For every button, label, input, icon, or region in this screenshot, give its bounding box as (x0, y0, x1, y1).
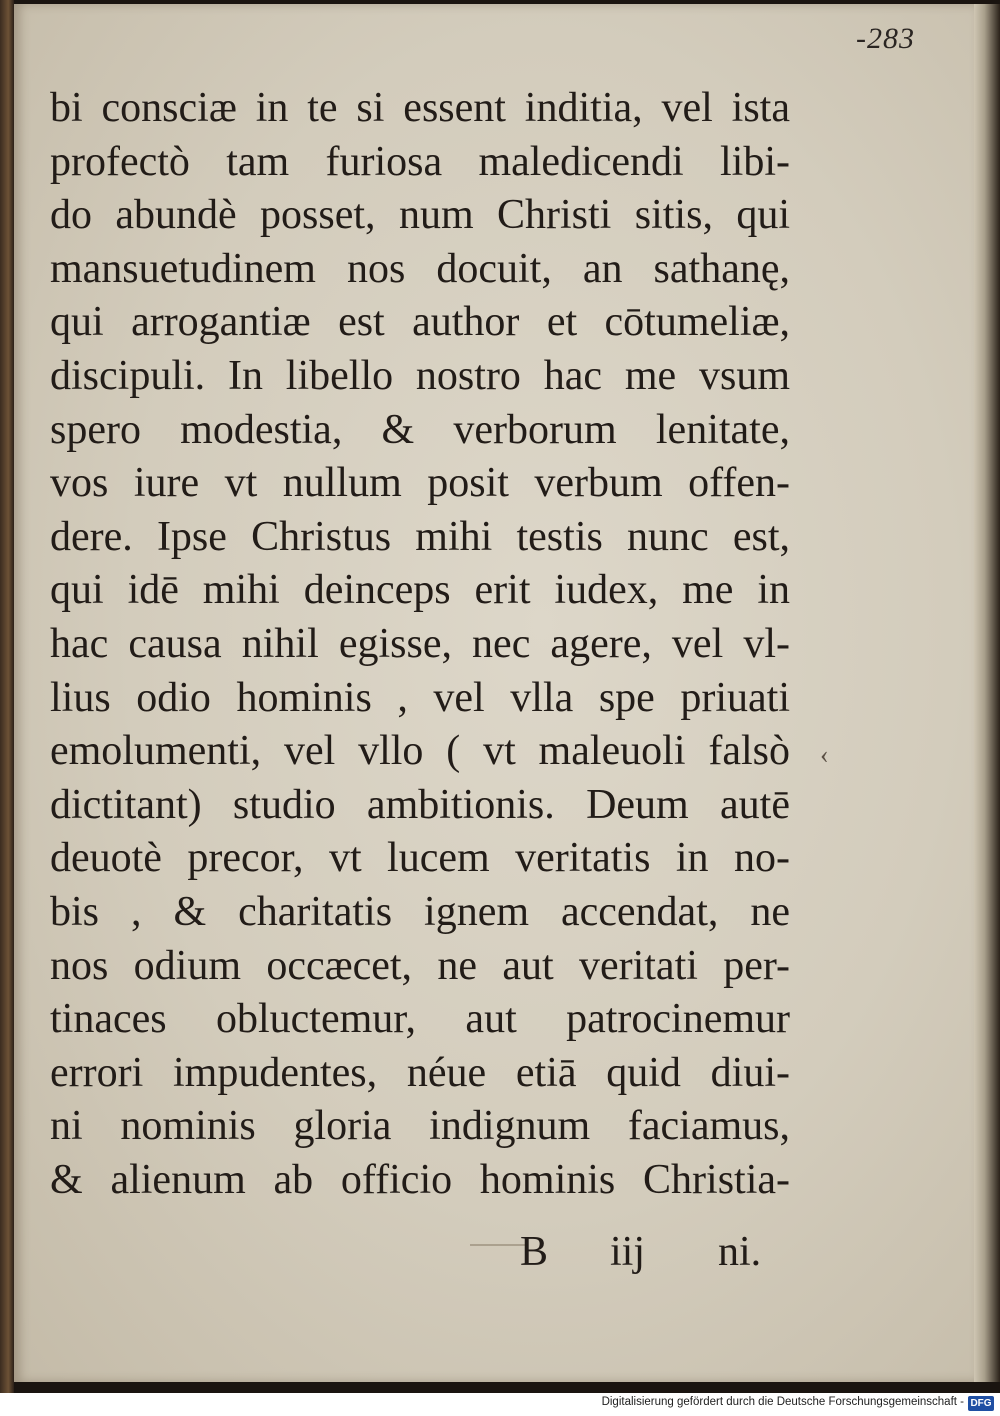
folio-number: -283 (856, 22, 915, 55)
text-line: bis , & charitatis ignem accendat, ne (50, 888, 790, 935)
text-line: qui arrogantiæ est author et cōtumeliæ, (50, 299, 790, 346)
text-line: errori impudentes, néue etiā quid diui- (50, 1049, 790, 1096)
text-line: nos odium occæcet, ne aut veritati per- (50, 942, 790, 989)
footer-credit: Digitalisierung gefördert durch die Deutsche Forschungsgemeinschaft - (601, 1396, 964, 1408)
text-line: dere. Ipse Christus mihi testis nunc est, (50, 513, 790, 560)
text-line: dictitant) studio ambitionis. Deum autē (50, 781, 790, 828)
dfg-logo: DFG (968, 1396, 994, 1411)
text-line: hac causa nihil egisse, nec agere, vel vl- (50, 620, 790, 667)
text-line: tinaces obluctemur, aut patrocinemur (50, 996, 790, 1043)
signature-line (50, 1222, 790, 1282)
text-line: bi consciæ in te si essent inditia, vel ista (50, 85, 790, 131)
text-line: qui idē mihi deinceps erit iudex, me in (50, 567, 790, 614)
text-line: lius odio hominis , vel vlla spe priuati (50, 674, 790, 721)
text-line: deuotè precor, vt lucem veritatis in no- (50, 835, 790, 882)
signature-mark: B (520, 1229, 549, 1275)
signature-number: iij (610, 1229, 646, 1275)
footer-bar (0, 1393, 1000, 1416)
text-line: mansuetudinem nos docuit, an sathanę, (50, 245, 790, 292)
text-line: spero modestia, & verborum lenitate, (50, 406, 790, 453)
page-edge (974, 4, 1000, 1382)
book-binding (0, 0, 14, 1393)
text-line: & alienum ab officio hominis Christia- (50, 1156, 790, 1203)
catchword: ni. (718, 1229, 762, 1275)
text-line: vos iure vt nullum posit verbum offen- (50, 460, 790, 507)
margin-mark: ‹ (820, 740, 829, 769)
text-line: profectò tam furiosa maledicendi libi- (50, 138, 790, 185)
text-block (50, 82, 790, 1207)
text-line: discipuli. In libello nostro hac me vsum (50, 352, 790, 399)
text-line: emolumenti, vel vllo ( vt maleuoli falsò (50, 728, 790, 775)
text-line: ni nominis gloria indignum faciamus, (50, 1103, 790, 1150)
text-line: do abundè posset, num Christi sitis, qui (50, 192, 790, 239)
